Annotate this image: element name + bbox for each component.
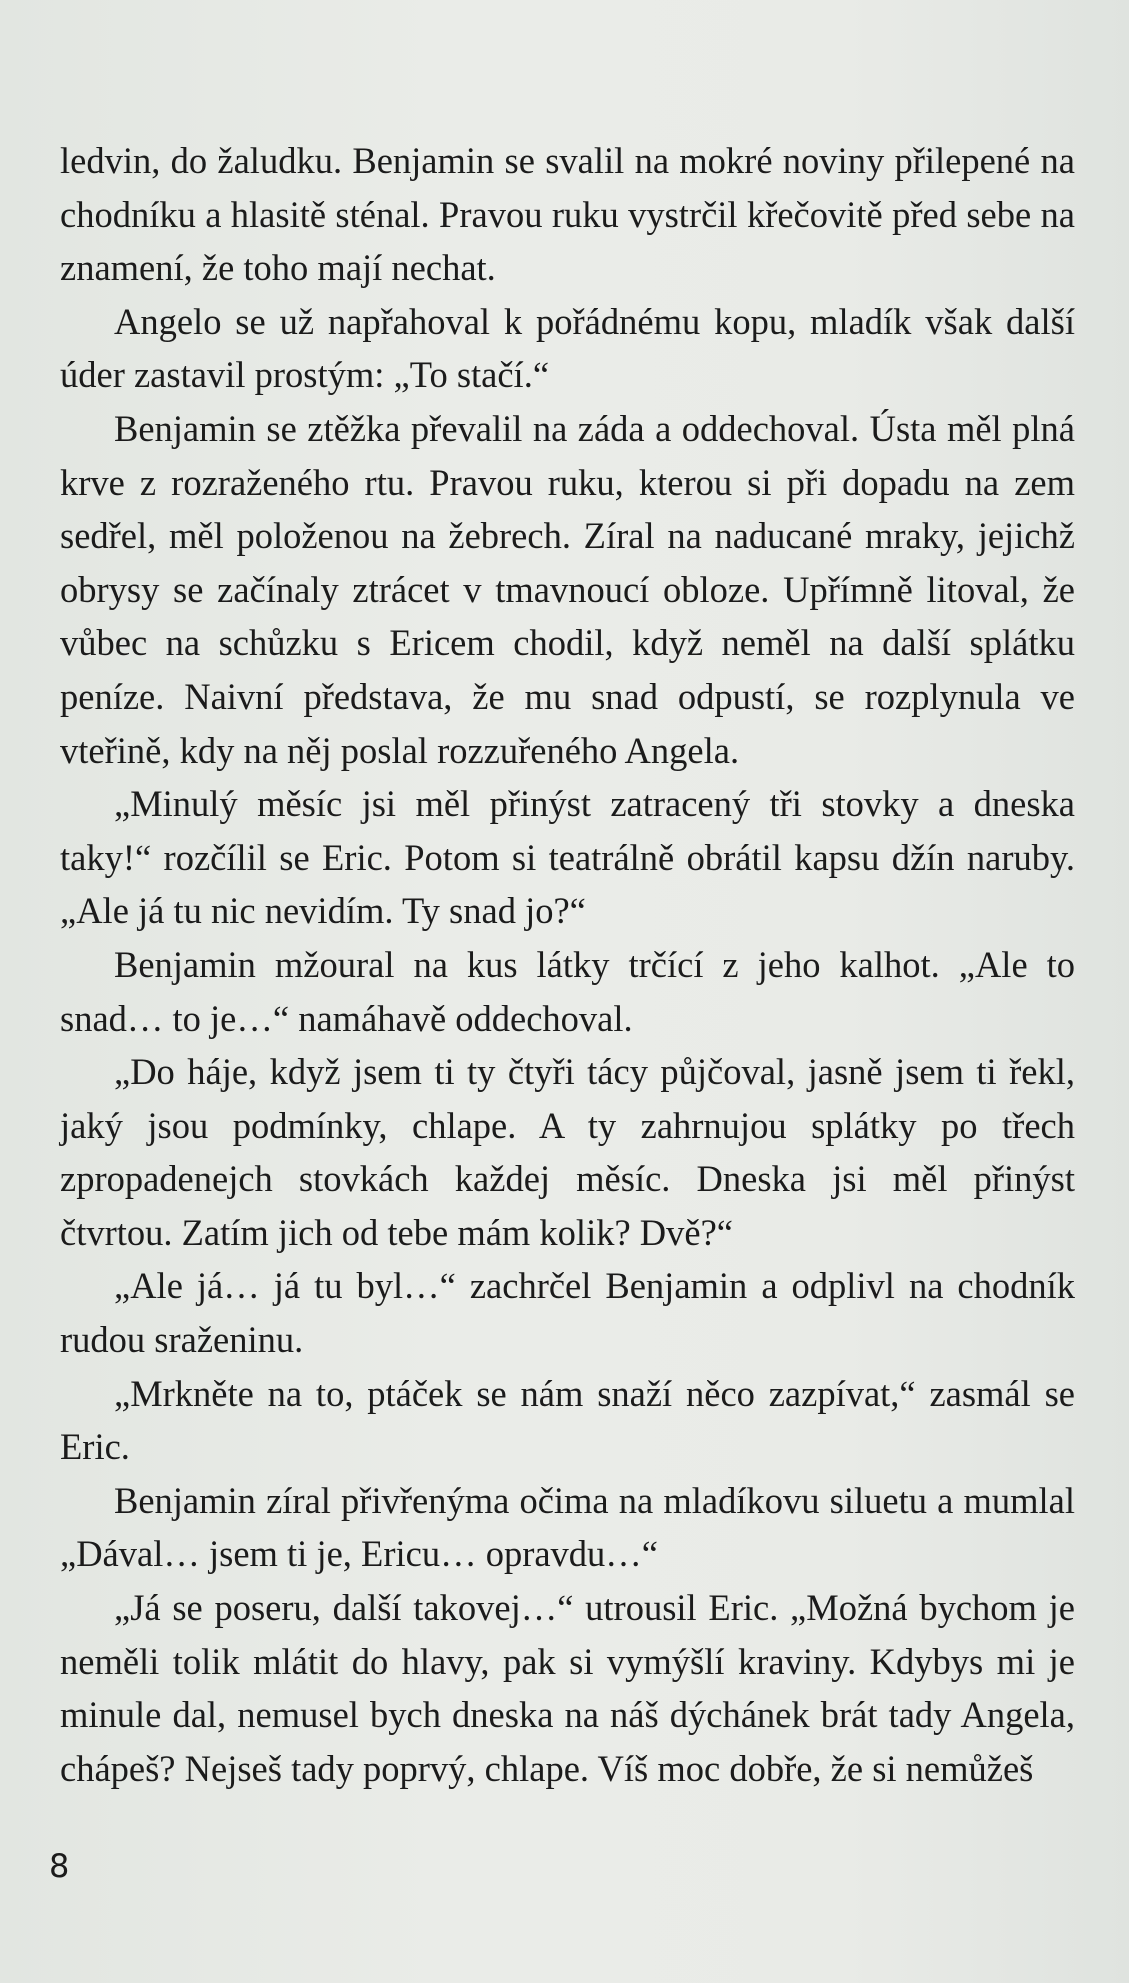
paragraph-8: „Mrkněte na to, ptáček se nám snaží něco zazpívat,“ zasmál se Eric. [60,1372,1075,1468]
paragraph-7: „Ale já… já tu byl…“ zachrčel Benjamin a odplivl na chodník rudou sraženinu. [60,1265,1075,1361]
page-number: 8 [49,1847,70,1885]
paragraph-5: Benjamin mžoural na kus látky trčící z jeho kalhot. „Ale to snad… to je…“ namáhavě oddechoval. [60,943,1075,1039]
body-text [60,134,1075,1795]
paragraph-3: Benjamin se ztěžka převalil na záda a oddechoval. Ústa měl plná krve z rozraženého rtu. Pravou ruku, kterou si při dopadu na zem sedřel, měl položenou na žebrech. Zíral na naducané mraky, jejichž obrysy se začínaly ztrácet v tmavnoucí obloze. Upřímně litoval, že vůbec na schůzku s Ericem chodil, když neměl na další splátku peníze. Naivní představa, že mu snad odpustí, se rozplynula ve vteřině, kdy na něj poslal rozzuřeného Angela. [60,407,1075,771]
paragraph-6: „Do háje, když jsem ti ty čtyři tácy půjčoval, jasně jsem ti řekl, jaký jsou podmínky, chlape. A ty zahrnujou splátky po třech zpropadenejch stovkách každej měsíc. Dneska jsi měl přinýst čtvrtou. Zatím jich od tebe mám kolik? Dvě?“ [60,1051,1075,1253]
paragraph-2: Angelo se už napřahoval k pořádnému kopu, mladík však další úder zastavil prostým: „To stačí.“ [60,300,1075,396]
paragraph-4: „Minulý měsíc jsi měl přinýst zatracený tři stovky a dneska taky!“ rozčílil se Eric. Potom si teatrálně obrátil kapsu džín naruby. „Ale já tu nic nevidím. Ty snad jo?“ [60,783,1075,932]
paragraph-1: ledvin, do žaludku. Benjamin se svalil na mokré noviny přilepené na chodníku a hlasitě sténal. Pravou ruku vystrčil křečovitě před sebe na znamení, že toho mají nechat. [60,140,1075,289]
paragraph-10: „Já se poseru, další takovej…“ utrousil Eric. „Možná bychom je neměli tolik mlátit do hlavy, pak si vymýšlí kraviny. Kdybys mi je minule dal, nemusel bych dneska na náš dýchánek brát tady Angela, chápeš? Nejseš tady poprvý, chlape. Víš moc dobře, že si nemůžeš [60,1587,1075,1789]
paragraph-9: Benjamin zíral přivřenýma očima na mladíkovu siluetu a mumlal „Dával… jsem ti je, Ericu… opravdu…“ [60,1479,1075,1575]
